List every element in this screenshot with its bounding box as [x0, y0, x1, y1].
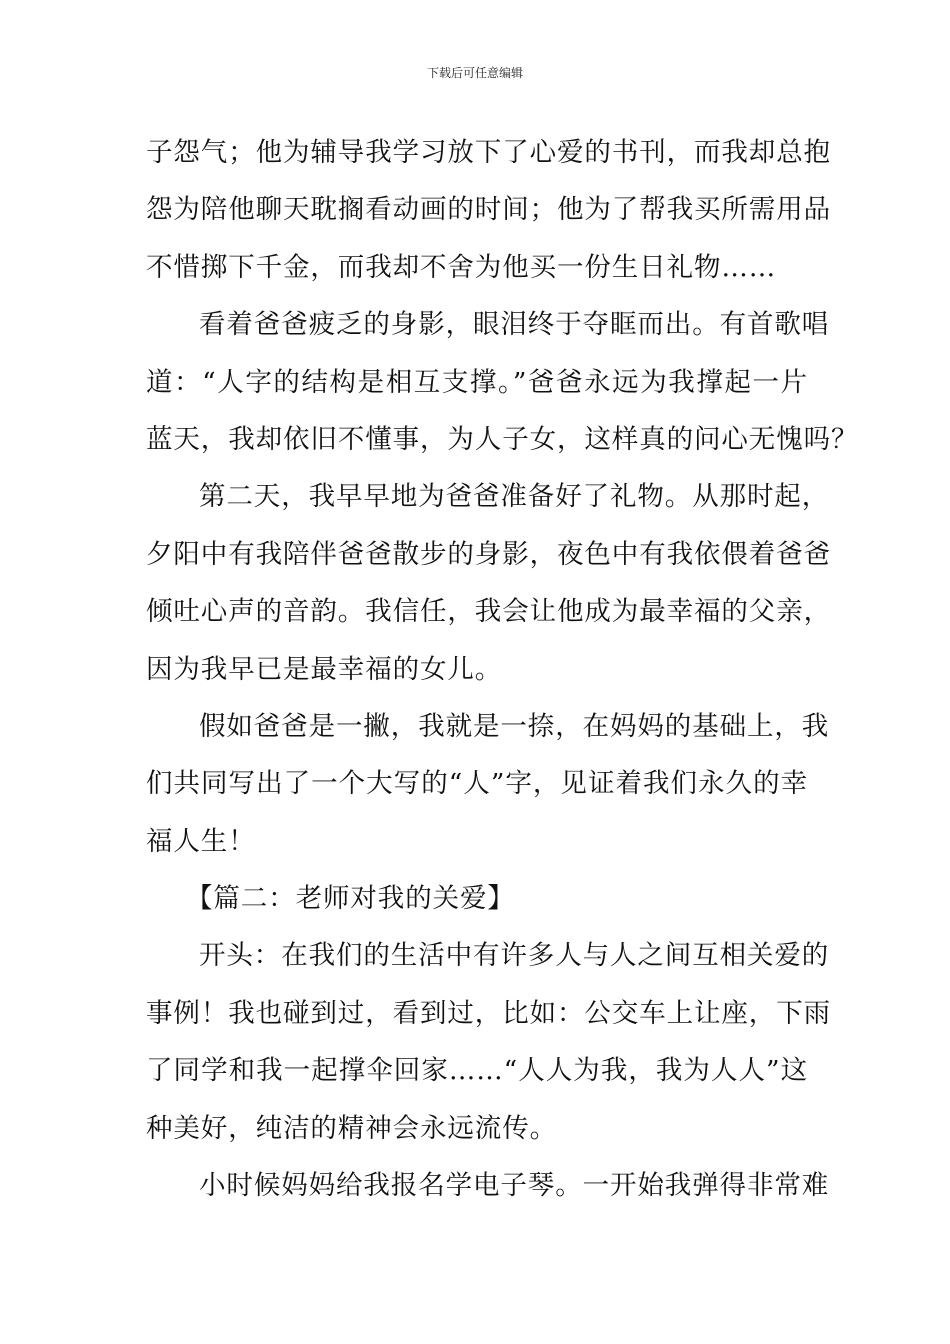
paragraph-start-line: 开头：在我们的生活中有许多人与人之间互相关爱的: [199, 940, 830, 972]
text-line: 子怨气；他为辅导我学习放下了心爱的书刊，而我却总抱: [146, 137, 831, 168]
text-line: 怨为陪他聊天耽搁看动画的时间；他为了帮我买所需用品: [146, 194, 831, 226]
text-line: 蓝天，我却依旧不懂事，为人子女，这样真的问心无愧吗？: [146, 423, 859, 455]
text-line: 因为我早已是最幸福的女儿。: [146, 653, 503, 685]
document-body: [146, 124, 859, 1214]
text-line: 夕阳中有我陪伴爸爸散步的身影，夜色中有我依偎着爸爸: [146, 538, 831, 570]
text-line: 事例！我也碰到过，看到过，比如：公交车上让座，下雨: [146, 997, 831, 1029]
paragraph-start-line: 看着爸爸疲乏的身影，眼泪终于夺眶而出。有首歌唱: [199, 309, 830, 341]
text-line: 了同学和我一起撑伞回家……“人人为我，我为人人”这: [146, 1055, 808, 1087]
paragraph-start-line: 小时候妈妈给我报名学电子琴。一开始我弹得非常难: [199, 1170, 830, 1202]
text-line: 福人生！: [146, 825, 256, 857]
paragraph-start-line: 第二天，我早早地为爸爸准备好了礼物。从那时起，: [199, 481, 830, 513]
text-line: 道：“人字的结构是相互支撑。”爸爸永远为我撑起一片: [146, 366, 808, 398]
text-line: 们共同写出了一个大写的“人”字，见证着我们永久的幸: [146, 768, 808, 800]
paragraph-start-line: 假如爸爸是一撇，我就是一捺，在妈妈的基础上，我: [199, 710, 830, 742]
page-header: 下载后可任意编辑: [426, 66, 523, 80]
text-line: 倾吐心声的音韵。我信任，我会让他成为最幸福的父亲，: [146, 596, 831, 628]
section-heading: 【篇二：老师对我的关爱】: [186, 883, 515, 915]
text-line: 不惜掷下千金，而我却不舍为他买一份生日礼物……: [146, 251, 777, 283]
text-line: 种美好，纯洁的精神会永远流传。: [146, 1112, 557, 1144]
